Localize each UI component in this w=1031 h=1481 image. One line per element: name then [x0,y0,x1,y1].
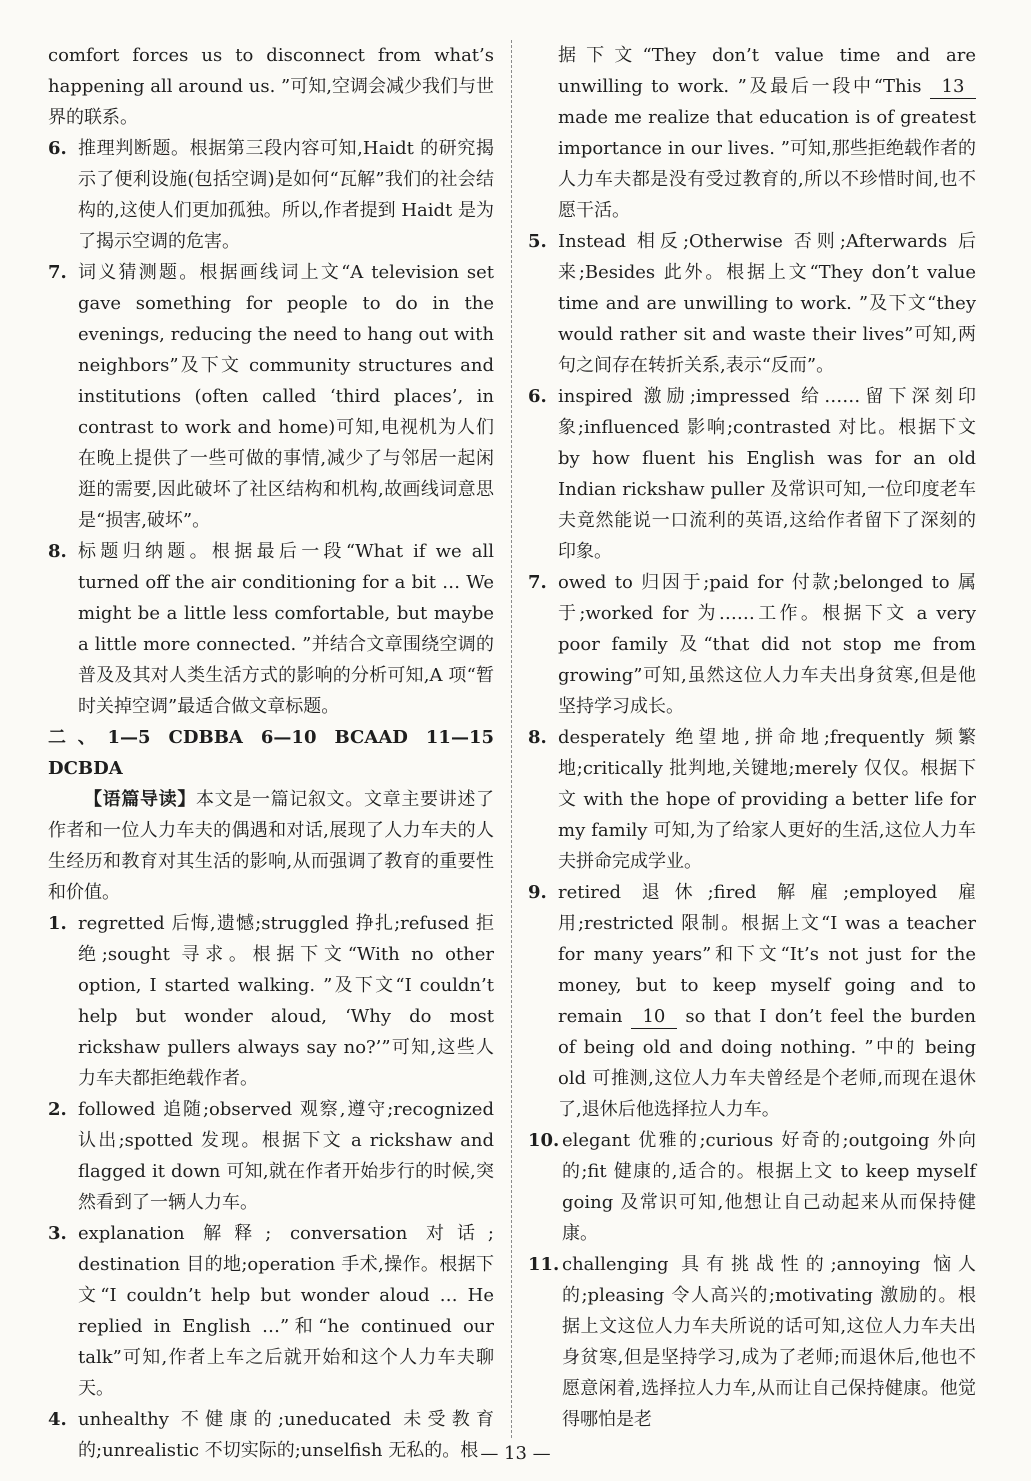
continued-text: made me realize that education is of greatest importance in our lives. ”可知,那些拒绝载作者的人力车夫都是没有受过教育的,所以不珍惜时间,也不愿干活。 [558,107,976,221]
item-text: 推理判断题。根据第三段内容可知,Haidt 的研究揭示了便利设施(包括空调)是如何“瓦解”我们的社会结构的,这使人们更加孤独。所以,作者提到 Haidt 是为了揭示空调的危害。 [78,138,494,252]
cloze-item-10 [528,1125,976,1249]
item-text: desperately 绝望地,拼命地;frequently 频繁地;critically 批判地,关键地;merely 仅仅。根据下文 with the hope of providing a better life for my family 可知,为了给家人更好的生活,这位人力车夫拼命完成学业。 [558,727,976,872]
item-text: 标题归纳题。根据最后一段“What if we all turned off the air conditioning for a bit … We might be a little less comfortable, but maybe a little more connected. ”并结合文章围绕空调的普及及其对人类生活方式的影响的分析可知,A 项“暂时关掉空调”最适合做文章标题。 [78,541,494,717]
reading-guide [48,784,494,908]
item-text: 词义猜测题。根据画线词上文“A television set gave something for people to do in the evenings, reducing the need to hang out with neighbors”及下文 community structures and institutions (often called ‘third places’, in contrast to work and home)可知,电视机为人们在晚上提供了一些可做的事情,减少了与邻居一起闲逛的需要,因此破坏了社区结构和机构,故画线词意思是“损害,破坏”。 [78,262,494,531]
left-column [48,40,494,1466]
cloze-item-11 [528,1249,976,1435]
item-number: 9. [528,882,547,903]
item-text: followed 追随;observed 观察,遵守;recognized 认出;spotted 发现。根据下文 a rickshaw and flagged it down 可知,就在作者开始步行的时候,突然看到了一辆人力车。 [78,1099,494,1213]
answer-item-6 [48,133,494,257]
answer-item-8 [48,536,494,722]
item-number: 5. [528,231,547,252]
reading-guide-text: 本文是一篇记叙文。文章主要讲述了作者和一位人力车夫的偶遇和对话,展现了人力车夫的人生经历和教育对其生活的影响,从而强调了教育的重要性和价值。 [48,789,494,903]
item-number: 6. [528,386,547,407]
item-text: regretted 后悔,遗憾;struggled 挣扎;refused 拒绝;sought 寻求。根据下文“With no other option, I started walking. ”及下文“I couldn’t help but wonder aloud, ‘Why do most rickshaw pullers always say no?’”可知,这些人力车夫都拒绝载作者。 [78,913,494,1089]
cloze-item-7 [528,567,976,722]
cloze-item-6 [528,381,976,567]
cloze-item-2 [48,1094,494,1218]
cloze-item-3 [48,1218,494,1404]
cloze-item-5 [528,226,976,381]
item-number: 3. [48,1223,67,1244]
item-number: 11. [528,1254,560,1275]
item-number: 7. [528,572,547,593]
item-number: 2. [48,1099,67,1120]
blank-13: 13 [930,76,976,99]
item-number: 8. [528,727,547,748]
item-text: elegant 优雅的;curious 好奇的;outgoing 外向的;fit 健康的,适合的。根据上文 to keep myself going 及常识可知,他想让自己动起来从而保持健康。 [562,1130,976,1244]
item-number: 8. [48,541,67,562]
page-number: — 13 — [480,1443,551,1464]
item-number: 6. [48,138,67,159]
item-text: explanation 解释; conversation 对话; destination 目的地;operation 手术,操作。根据下文“I couldn’t help but wonder aloud … He replied in English …”和“he continued our talk”可知,作者上车之后就开始和这个人力车夫聊天。 [78,1223,494,1399]
item-text: Instead 相反;Otherwise 否则;Afterwards 后来;Besides 此外。根据上文“They don’t value time and are unwilling to work. ”及下文“they would rather sit and waste their lives”可知,两句之间存在转折关系,表示“反而”。 [558,231,976,376]
right-column [528,40,976,1435]
blank-10: 10 [631,1006,677,1029]
item-text: inspired 激励;impressed 给……留下深刻印象;influenced 影响;contrasted 对比。根据下文 by how fluent his English was for an old Indian rickshaw puller 及常识可知,一位印度老车夫竟然能说一口流利的英语,这给作者留下了深刻的印象。 [558,386,976,562]
item-text: owed to 归因于;paid for 付款;belonged to 属于;worked for 为……工作。根据下文 a very poor family 及“that did not stop me from growing”可知,虽然这位人力车夫出身贫寒,但是他坚持学习成长。 [558,572,976,717]
item-text: challenging 具有挑战性的;annoying 恼人的;pleasing 令人高兴的;motivating 激励的。根据上文这位人力车夫所说的话可知,这位人力车夫出身贫寒,但是坚持学习,成为了老师;而退休后,他也不愿意闲着,选择拉人力车,从而让自己保持健康。他觉得哪怕是老 [562,1254,976,1430]
item-number: 4. [48,1409,67,1430]
cloze-item-1 [48,908,494,1094]
intro-paragraph: comfort forces us to disconnect from what’s happening all around us. ”可知,空调会减少我们与世界的联系。 [48,45,494,128]
column-divider [511,40,512,1438]
item-text: so that I don’t feel the burden of being old and doing nothing. ”中的 being old 可推测,这位人力车夫曾经是个老师,而现在退休了,退休后他选择拉人力车。 [558,1006,976,1120]
cloze-item-8 [528,722,976,877]
item-text: retired 退休;fired 解雇;employed 雇用;restricted 限制。根据上文“I was a teacher for many years”和下文“It’s not just for the money, but to keep myself going and to remain [558,882,976,1027]
section-two-answers: 二、1—5 CDBBA 6—10 BCAAD 11—15 DCBDA [48,727,494,779]
item-number: 7. [48,262,67,283]
continued-text: 据下文“They don’t value time and are unwilling to work. ”及最后一段中“This [558,45,976,97]
answer-item-7 [48,257,494,536]
reading-guide-tag: 【语篇导读】 [84,789,196,810]
cloze-item-9 [528,877,976,1125]
cloze-item-4-continued [528,40,976,226]
item-number: 1. [48,913,67,934]
item-number: 10. [528,1130,560,1151]
item-text: unhealthy 不健康的;uneducated 未受教育的;unrealistic 不切实际的;unselfish 无私的。根 [78,1409,494,1461]
